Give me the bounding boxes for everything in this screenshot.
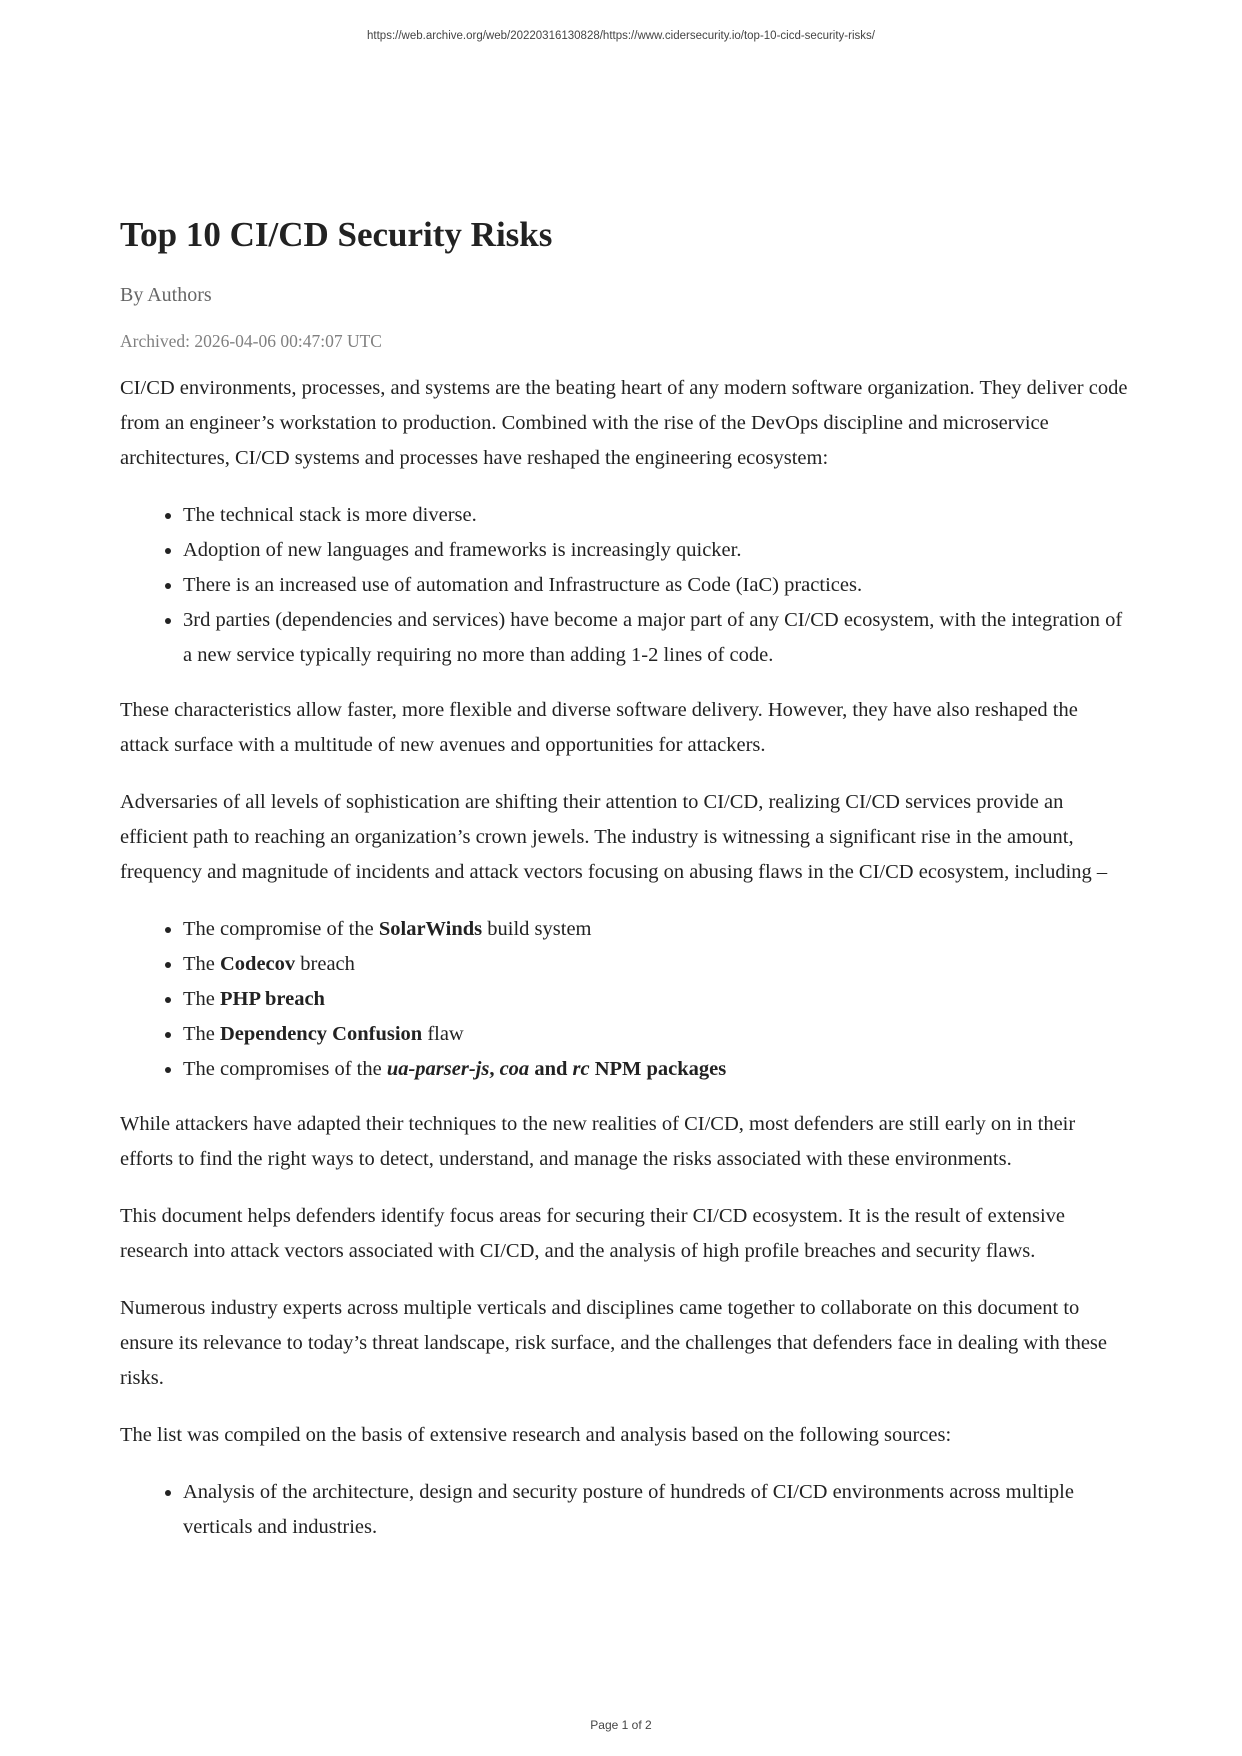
list-item-text: breach xyxy=(295,953,355,975)
incidents-list xyxy=(120,912,1130,1087)
characteristics-list xyxy=(120,498,1130,673)
list-item-bold: SolarWinds xyxy=(378,918,483,940)
list-item xyxy=(183,947,1130,982)
article-title: Top 10 CI/CD Security Risks xyxy=(120,215,553,254)
archived-timestamp: Archived: 2026-04-06 00:47:07 UTC xyxy=(120,331,382,351)
adversaries-paragraph: Adversaries of all levels of sophistication are shifting their attention to CI/CD, realizing CI/CD services provide an efficient path to reaching an organization’s crown jewels. The industry is witnessing a significant rise in the amount, frequency and magnitude of incidents and attack vectors focusing on abusing flaws in the CI/CD ecosystem, including – xyxy=(120,791,1108,883)
sources-list xyxy=(120,1475,1130,1545)
sources-paragraph: The list was compiled on the basis of extensive research and analysis based on the following sources: xyxy=(120,1424,952,1446)
byline: By Authors xyxy=(120,284,212,306)
intro-paragraph: CI/CD environments, processes, and systems are the beating heart of any modern software organization. They deliver code from an engineer’s workstation to production. Combined with the rise of the DevOps discipline and microservice architectures, CI/CD systems and processes have reshaped the engineering ecosystem: xyxy=(120,377,1128,469)
list-item-bold: Codecov xyxy=(220,953,296,975)
package-name: ua-parser-js xyxy=(386,1058,490,1080)
list-item: • Analysis of the architecture, design and security posture of hundreds of CI/CD environments across multiple verticals and industries. xyxy=(183,1475,1130,1545)
defenders-paragraph: While attackers have adapted their techniques to the new realities of CI/CD, most defenders are still early on in their efforts to find the right ways to detect, understand, and manage the risks associated with these environments. xyxy=(120,1113,1076,1170)
article-body xyxy=(120,371,1130,1545)
characteristics-paragraph: These characteristics allow faster, more flexible and diverse software delivery. However, they have also reshaped the attack surface with a multitude of new avenues and opportunities for attackers. xyxy=(120,699,1078,756)
separator: and xyxy=(529,1058,573,1080)
list-item-bold: PHP breach xyxy=(220,988,325,1010)
package-name: coa xyxy=(499,1058,530,1080)
list-item-text: build system xyxy=(482,918,592,940)
package-name: rc xyxy=(572,1058,590,1080)
list-item-tail: NPM packages xyxy=(589,1058,727,1080)
page-number: Page 1 of 2 xyxy=(590,1718,652,1732)
article xyxy=(120,213,1130,1565)
list-item-text: The xyxy=(183,1023,220,1045)
separator: , xyxy=(489,1058,500,1080)
document-paragraph: This document helps defenders identify focus areas for securing their CI/CD ecosystem. It is the result of extensive research into attack vectors associated with CI/CD, and the analysis of high profile breaches and security flaws. xyxy=(120,1205,1066,1262)
list-item: • Adoption of new languages and frameworks is increasingly quicker. xyxy=(183,533,1130,568)
list-item: • There is an increased use of automation and Infrastructure as Code (IaC) practices. xyxy=(183,568,1130,603)
archive-url-header: https://web.archive.org/web/20220316130828/https://www.cidersecurity.io/top-10-cicd-security-risks/ xyxy=(367,30,875,42)
list-item-text: flaw xyxy=(422,1023,464,1045)
list-item-text: The compromise of the xyxy=(183,918,379,940)
list-item-text: The xyxy=(183,988,220,1010)
list-item xyxy=(183,1017,1130,1052)
list-item: • The technical stack is more diverse. xyxy=(183,498,1130,533)
list-item-bold: Dependency Confusion xyxy=(220,1023,423,1045)
list-item xyxy=(183,1052,1130,1087)
list-item-text: The xyxy=(183,953,220,975)
list-item-text: The compromises of the xyxy=(183,1058,387,1080)
list-item-bold xyxy=(387,1058,726,1080)
experts-paragraph: Numerous industry experts across multiple verticals and disciplines came together to collaborate on this document to ensure its relevance to today’s threat landscape, risk surface, and the challenges that defenders face in dealing with these risks. xyxy=(120,1297,1108,1389)
list-item: • 3rd parties (dependencies and services) have become a major part of any CI/CD ecosystem, with the integration of a new service typically requiring no more than adding 1-2 lines of code. xyxy=(183,603,1130,673)
list-item xyxy=(183,982,1130,1017)
list-item xyxy=(183,912,1130,947)
